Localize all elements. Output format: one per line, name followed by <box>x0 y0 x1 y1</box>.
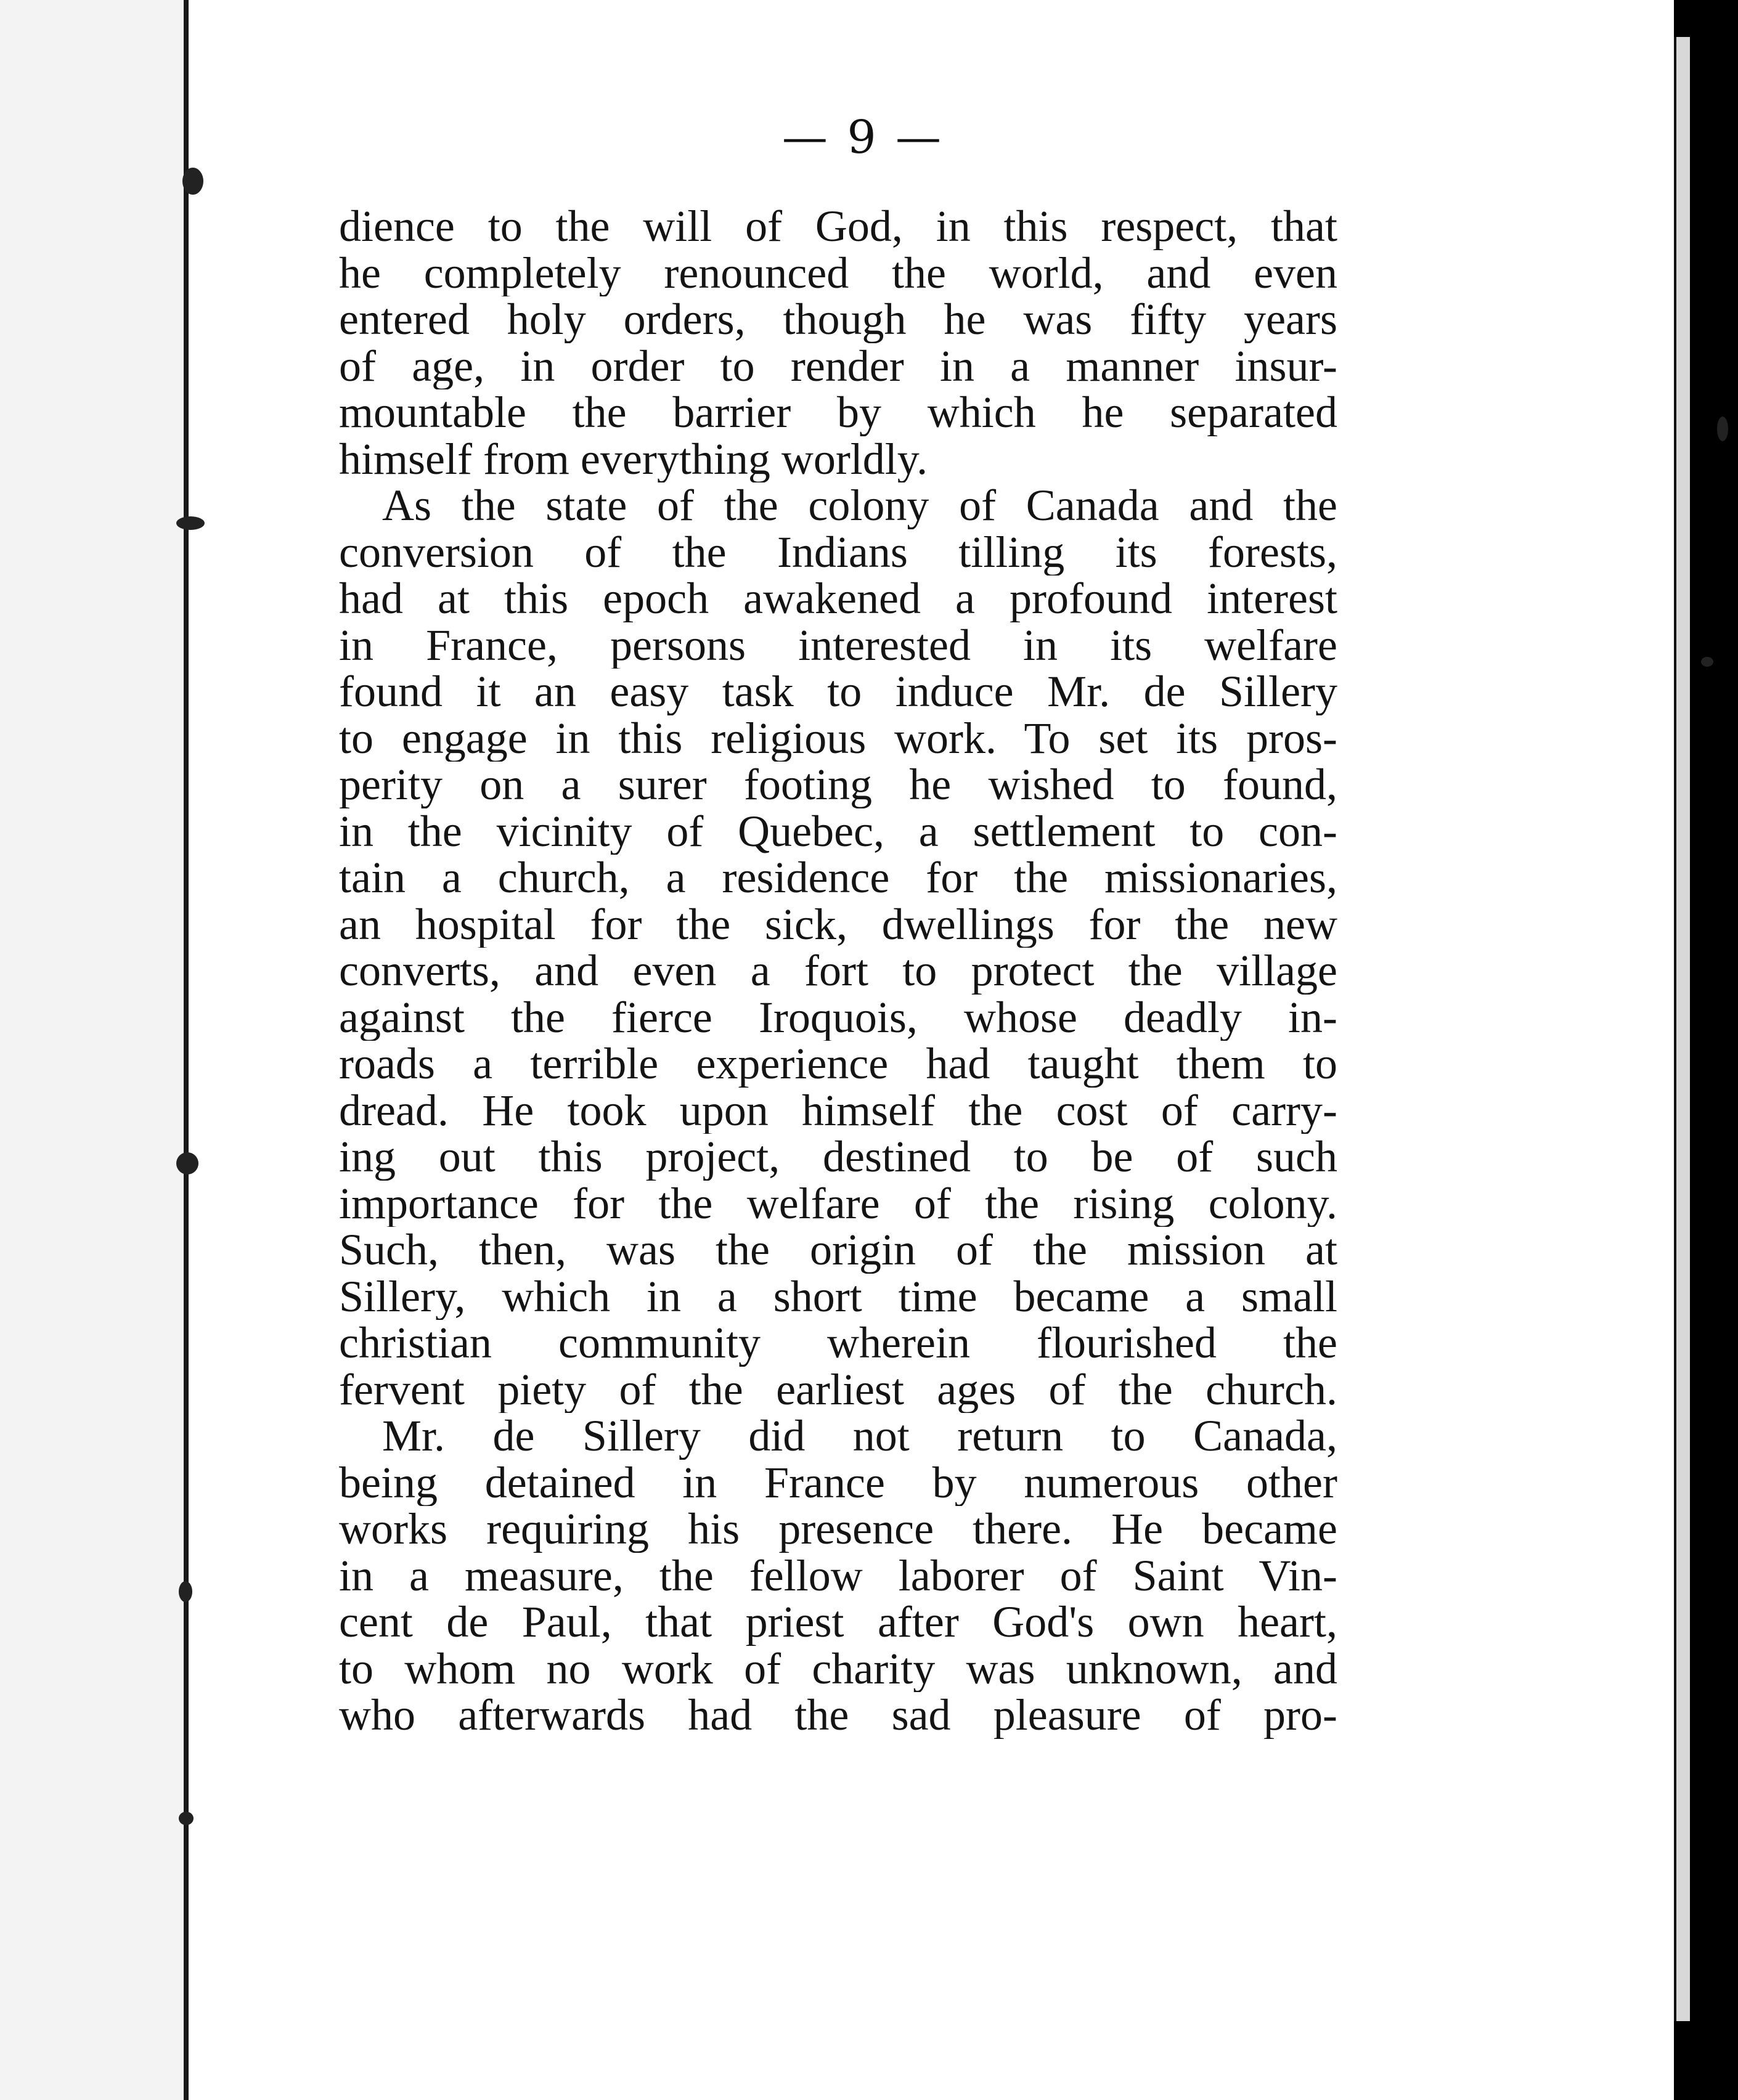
text-line: in a measure, the fellow laborer of Saint Vin- <box>339 1552 1337 1599</box>
text-line: himself from everything worldly. <box>339 436 928 482</box>
binding-mark <box>176 1152 198 1174</box>
paragraph-start-line: As the state of the colony of Canada and the <box>382 482 1337 529</box>
page-edge-mark <box>1717 417 1728 441</box>
page-edge-shadow <box>1674 37 1690 2021</box>
text-line: found it an easy task to induce Mr. de Sillery <box>339 669 1337 715</box>
text-line: christian community wherein flourished the <box>339 1320 1337 1367</box>
text-line: of age, in order to render in a manner insur- <box>339 343 1337 389</box>
text-line: ing out this project, destined to be of such <box>339 1134 1337 1181</box>
text-line: to whom no work of charity was unknown, and <box>339 1645 1337 1692</box>
text-line: conversion of the Indians tilling its forests, <box>339 529 1337 576</box>
text-line: an hospital for the sick, dwellings for the new <box>339 901 1337 948</box>
text-line: who afterwards had the sad pleasure of pro- <box>339 1692 1337 1739</box>
binding-mark <box>182 168 203 195</box>
text-line: dread. He took upon himself the cost of carry- <box>339 1087 1337 1134</box>
text-line: cent de Paul, that priest after God's own heart, <box>339 1599 1337 1646</box>
text-line: he completely renounced the world, and even <box>339 250 1337 296</box>
text-line: roads a terrible experience had taught them to <box>339 1041 1337 1088</box>
text-line: fervent piety of the earliest ages of the church. <box>339 1366 1337 1413</box>
text-line: dience to the will of God, in this respect, that <box>339 203 1337 250</box>
text-line: tain a church, a residence for the missionaries, <box>339 855 1337 901</box>
text-line: being detained in France by numerous other <box>339 1459 1337 1506</box>
text-line: to engage in this religious work. To set its pros- <box>339 715 1337 762</box>
text-line: mountable the barrier by which he separated <box>339 389 1337 436</box>
previous-page-edge <box>0 0 185 2100</box>
text-line: converts, and even a fort to protect the village <box>339 948 1337 995</box>
text-line: importance for the welfare of the rising colony. <box>339 1180 1337 1227</box>
paragraph-start-line: Mr. de Sillery did not return to Canada, <box>382 1413 1337 1460</box>
text-line: against the fierce Iroquois, whose deadly in- <box>339 994 1337 1041</box>
text-line: had at this epoch awakened a profound interest <box>339 576 1337 622</box>
page-edge-mark <box>1701 657 1713 667</box>
binding-mark <box>179 1581 192 1602</box>
text-line: entered holy orders, though he was fifty years <box>339 296 1337 343</box>
binding-gutter <box>184 0 189 2100</box>
text-line: Sillery, which in a short time became a small <box>339 1273 1337 1320</box>
binding-mark <box>179 1812 194 1825</box>
binding-mark <box>176 516 205 530</box>
text-line: in the vicinity of Quebec, a settlement to con- <box>339 808 1337 855</box>
page-number: — 9 — <box>781 111 944 164</box>
text-line: in France, persons interested in its welfare <box>339 622 1337 669</box>
text-line: Such, then, was the origin of the mission at <box>339 1227 1337 1274</box>
body-text <box>339 203 1337 1739</box>
text-line: perity on a surer footing he wished to found, <box>339 762 1337 808</box>
text-line: works requiring his presence there. He became <box>339 1506 1337 1553</box>
